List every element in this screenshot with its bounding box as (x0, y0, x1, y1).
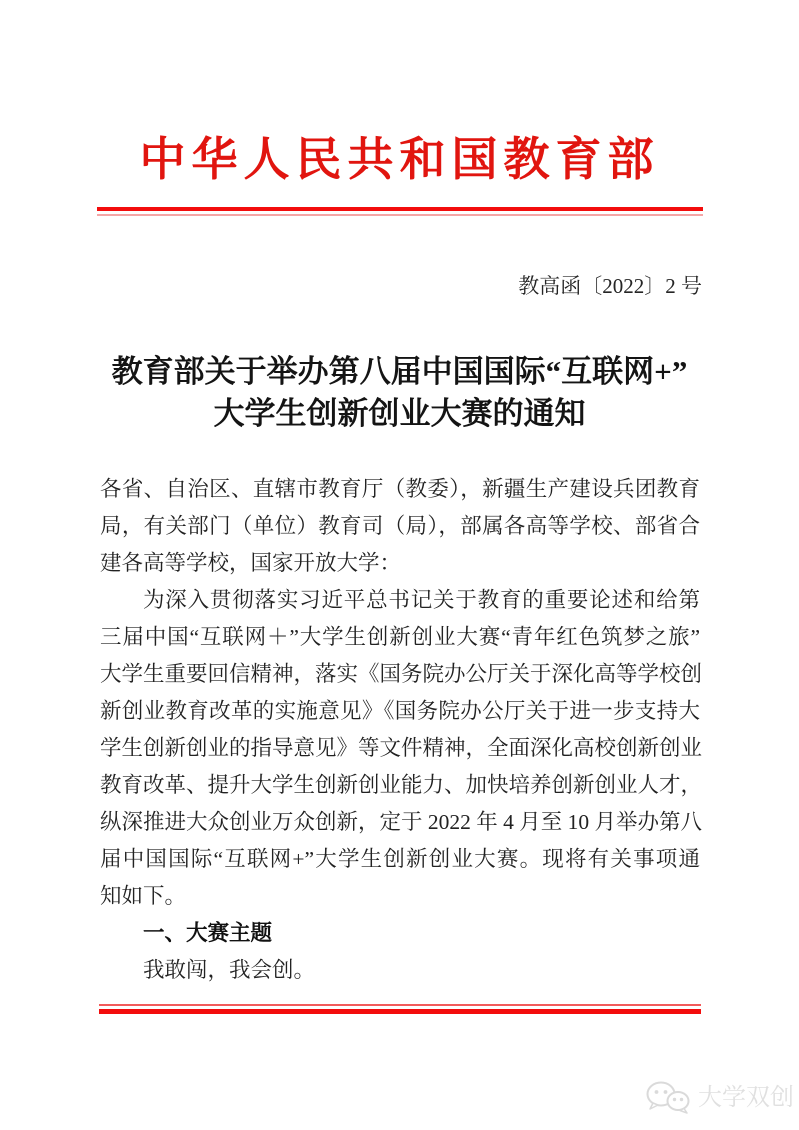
notice-title-line2: 大学生创新创业大赛的通知 (213, 396, 586, 431)
document-number: 教高函〔2022〕2 号 (518, 274, 702, 298)
watermark-label: 大学双创 (698, 1084, 794, 1111)
red-rule-thick (97, 207, 703, 211)
body-line: 我敢闯，我会创。 (143, 958, 316, 982)
body-line: 建各高等学校，国家开放大学： (100, 551, 402, 575)
body-line: 知如下。 (100, 884, 187, 908)
body-line: 教育改革、提升大学生创新创业能力、加快培养创新创业人才， (100, 773, 703, 797)
body-line: 为深入贯彻落实习近平总书记关于教育的重要论述和给第 (143, 588, 700, 612)
watermark (645, 1080, 794, 1116)
body-line: 各省、自治区、直辖市教育厅（教委），新疆生产建设兵团教育 (100, 477, 700, 501)
wechat-icon (645, 1080, 691, 1116)
red-separator-bottom (99, 1004, 701, 1014)
masthead-title: 中华人民共和国教育部 (139, 134, 660, 185)
red-rule-thin (97, 214, 703, 216)
body-line: 届中国国际“互联网+”大学生创新创业大赛。现将有关事项通 (100, 847, 700, 871)
body-line: 纵深推进大众创业万众创新，定于 2022 年 4 月至 10 月举办第八 (100, 810, 703, 834)
body-line: 学生创新创业的指导意见》等文件精神，全面深化高校创新创业 (100, 736, 703, 760)
section-heading: 一、大赛主题 (143, 921, 273, 945)
red-separator-top (97, 207, 703, 216)
red-rule-thick (99, 1009, 701, 1014)
notice-title-line1: 教育部关于举办第八届中国国际“互联网+” (111, 354, 688, 389)
notice-title (0, 351, 799, 435)
red-rule-thin (99, 1004, 701, 1006)
body-line: 大学生重要回信精神，落实《国务院办公厅关于深化高等学校创 (100, 662, 703, 686)
body-line: 新创业教育改革的实施意见》《国务院办公厅关于进一步支持大 (100, 699, 700, 723)
body-line: 局，有关部门（单位）教育司（局），部属各高等学校、部省合 (100, 514, 700, 538)
body-line: 三届中国“互联网＋”大学生创新创业大赛“青年红色筑梦之旅” (100, 625, 700, 649)
document-body (100, 471, 703, 989)
